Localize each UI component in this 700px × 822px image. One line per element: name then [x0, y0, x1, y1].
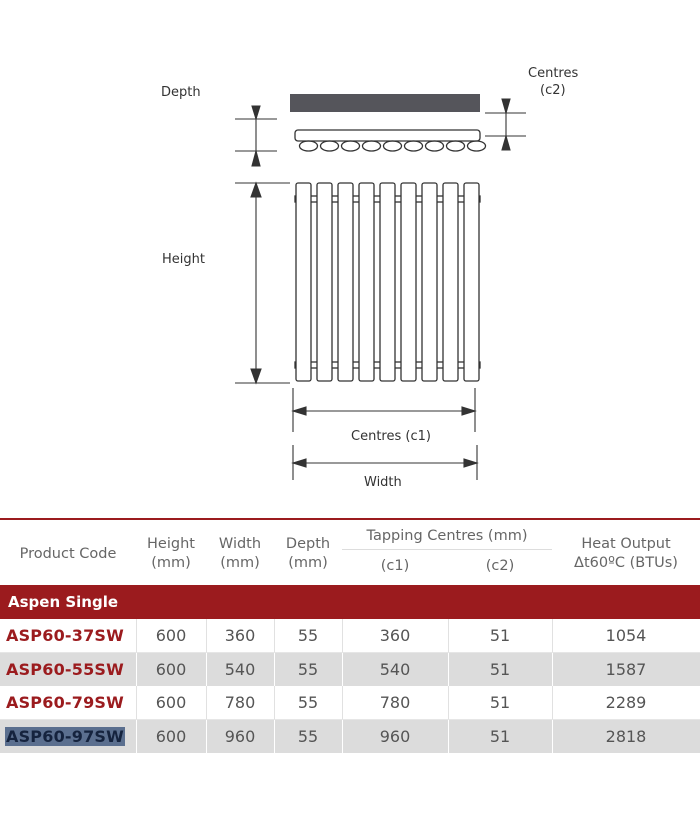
heat-output-cell: 2289 [552, 686, 700, 720]
height-cell: 600 [136, 720, 206, 754]
tube-section [300, 141, 318, 151]
header-heat-title: Heat Output [581, 536, 671, 552]
header-c1: (c1) [342, 550, 448, 586]
c1-cell: 780 [342, 686, 448, 720]
tube-section [405, 141, 423, 151]
centres-c2-label-line2: (c2) [540, 83, 566, 98]
depth-cell: 55 [274, 720, 342, 754]
header-c2: (c2) [448, 550, 552, 586]
header-depth-unit: (mm) [288, 555, 328, 571]
radiator-column [443, 183, 458, 381]
product-code: ASP60-79SW [6, 693, 124, 712]
c1-cell: 960 [342, 720, 448, 754]
header-tapping-centres: Tapping Centres (mm) [342, 519, 552, 550]
tube-section [321, 141, 339, 151]
centres-c2-dimension [485, 99, 526, 150]
header-height [136, 519, 206, 585]
radiator-column [401, 183, 416, 381]
header-heat-unit: Δt60ºC (BTUs) [574, 555, 678, 571]
product-code: ASP60-37SW [6, 626, 124, 645]
top-view-rail [295, 130, 480, 141]
heat-output-cell: 2818 [552, 720, 700, 754]
depth-cell: 55 [274, 686, 342, 720]
c1-cell: 360 [342, 619, 448, 653]
table-row [0, 720, 700, 754]
depth-dimension [235, 106, 277, 166]
header-height-unit: (mm) [151, 555, 191, 571]
product-code-cell [0, 653, 136, 687]
height-cell: 600 [136, 653, 206, 687]
width-cell: 780 [206, 686, 274, 720]
radiator-column [380, 183, 395, 381]
product-code-cell [0, 619, 136, 653]
tube-section [468, 141, 486, 151]
c2-cell: 51 [448, 720, 552, 754]
header-width-title: Width [218, 536, 262, 552]
product-code-cell [0, 686, 136, 720]
section-title: Aspen Single [0, 585, 700, 619]
depth-label: Depth [161, 85, 201, 100]
width-cell: 360 [206, 619, 274, 653]
height-label: Height [162, 252, 205, 267]
header-width [206, 519, 274, 585]
header-heat-output [552, 519, 700, 585]
c2-cell: 51 [448, 619, 552, 653]
radiator-column [464, 183, 479, 381]
depth-cell: 55 [274, 653, 342, 687]
product-code: ASP60-55SW [6, 660, 124, 679]
depth-cell: 55 [274, 619, 342, 653]
width-cell: 960 [206, 720, 274, 754]
tube-section [426, 141, 444, 151]
centres-c2-label-line1: Centres [528, 66, 579, 81]
tube-section [363, 141, 381, 151]
section-row [0, 585, 700, 619]
product-code-cell [0, 720, 136, 754]
heat-output-cell: 1054 [552, 619, 700, 653]
radiator-column [359, 183, 374, 381]
height-cell: 600 [136, 619, 206, 653]
c1-cell: 540 [342, 653, 448, 687]
top-view-tubes [300, 141, 486, 151]
radiator-column [338, 183, 353, 381]
radiator-column [422, 183, 437, 381]
table-row [0, 686, 700, 720]
header-width-unit: (mm) [220, 555, 260, 571]
height-cell: 600 [136, 686, 206, 720]
product-spec-table [0, 518, 700, 753]
tube-section [342, 141, 360, 151]
table-row [0, 619, 700, 653]
top-view-bar [290, 94, 480, 112]
centres-c1-dimension [293, 388, 475, 432]
tube-section [447, 141, 465, 151]
table-row [0, 653, 700, 687]
header-height-title: Height [147, 536, 195, 552]
header-depth-title: Depth [285, 536, 331, 552]
header-product-code: Product Code [0, 519, 136, 585]
c2-cell: 51 [448, 653, 552, 687]
width-cell: 540 [206, 653, 274, 687]
front-view-columns [295, 183, 480, 381]
radiator-column [296, 183, 311, 381]
centres-c1-label: Centres (c1) [351, 429, 431, 444]
product-code-selected: ASP60-97SW [6, 727, 124, 746]
radiator-column [317, 183, 332, 381]
height-dimension [235, 183, 290, 383]
c2-cell: 51 [448, 686, 552, 720]
width-label: Width [364, 475, 402, 490]
heat-output-cell: 1587 [552, 653, 700, 687]
tube-section [384, 141, 402, 151]
header-depth [274, 519, 342, 585]
